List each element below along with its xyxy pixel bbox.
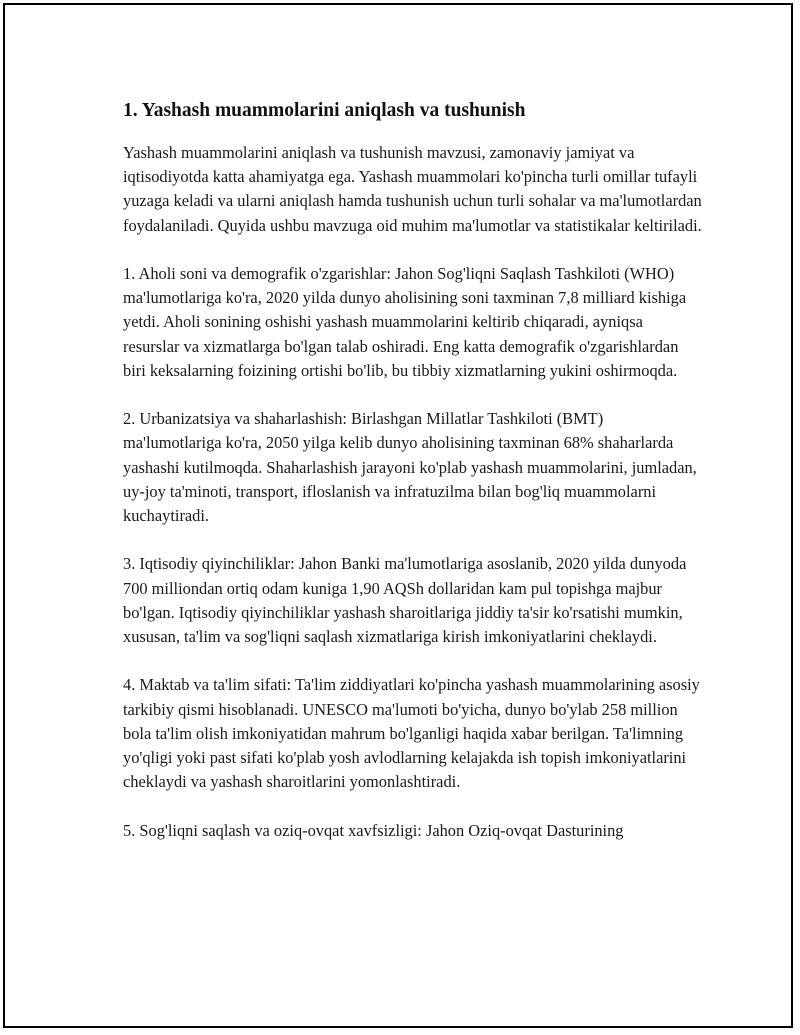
paragraph-economy: 3. Iqtisodiy qiyinchiliklar: Jahon Banki ma'lumotlariga asoslanib, 2020 yilda dunyoda 700 milliondan ortiq odam kuniga 1,90 AQSh dollaridan kam pul topishga majbur bo'lgan. Iqtisodiy qiyinchiliklar yashash sharoitlariga jiddiy ta'sir ko'rsatishi mumkin, xususan, ta'lim va sog'liqni saqlash xizmatlariga kirish imkoniyatlarini cheklaydi. xyxy=(123,554,687,647)
paragraph-urbanization: 2. Urbanizatsiya va shaharlashish: Birlashgan Millatlar Tashkiloti (BMT) ma'lumotlariga ko'ra, 2050 yilga kelib dunyo aholisining taxminan 68% shaharlarda yashashi kutilmoqda. Shaharlashish jarayoni ko'plab yashash muammolarini, jumladan, uy-joy ta'minoti, transport, ifloslanish va infratuzilma bilan bog'liq muammolarni kuchaytiradi. xyxy=(123,409,697,526)
page-frame xyxy=(3,3,793,1028)
paragraph-health: 5. Sog'liqni saqlash va oziq-ovqat xavfsizligi: Jahon Oziq-ovqat Dasturining xyxy=(123,820,624,840)
intro-paragraph: Yashash muammolarini aniqlash va tushunish mavzusi, zamonaviy jamiyat va iqtisodiyotda katta ahamiyatga ega. Yashash muammolari ko'pincha turli omillar tufayli yuzaga keladi va ularni aniqlash hamda tushunish uchun turli sohalar va ma'lumotlardan foydalaniladi. Quyida ushbu mavzuga oid muhim ma'lumotlar va statistikalar keltiriladi. xyxy=(123,143,702,235)
document-body xyxy=(123,97,703,867)
document-title: 1. Yashash muammolarini aniqlash va tushunish xyxy=(123,100,526,121)
paragraph-population: 1. Aholi soni va demografik o'zgarishlar: Jahon Sog'liqni Saqlash Tashkiloti (WHO) ma'lumotlariga ko'ra, 2020 yilda dunyo aholisining soni taxminan 7,8 milliard kishiga yetdi. Aholi sonining oshishi yashash muammolarini keltirib chiqaradi, ayniqsa resurslar va xizmatlarga bo'lgan talab oshiradi. Eng katta demografik o'zgarishlardan biri keksalarning foizining ortishi bo'lib, bu tibbiy xizmatlarning yukini oshirmoqda. xyxy=(123,264,687,380)
paragraph-education: 4. Maktab va ta'lim sifati: Ta'lim ziddiyatlari ko'pincha yashash muammolarining asosiy tarkibiy qismi hisoblanadi. UNESCO ma'lumoti bo'yicha, dunyo bo'ylab 258 million bola ta'lim olish imkoniyatidan mahrum bo'lganligi haqida xabar berilgan. Ta'limning yo'qligi yoki past sifati ko'plab yosh avlodlarning kelajakda ish topish imkoniyatlarini cheklaydi va yashash sharoitlarini yomonlashtiradi. xyxy=(123,675,700,792)
